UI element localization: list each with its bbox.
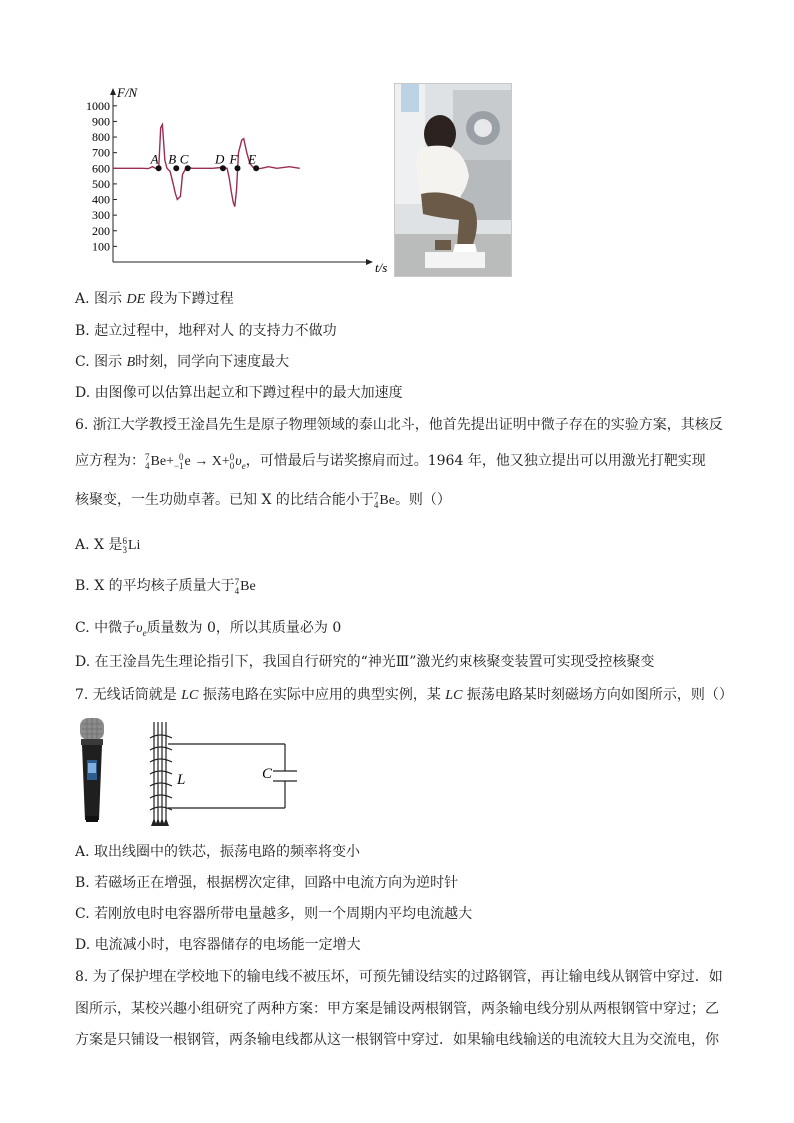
q6-stem-line-3: 核聚变，一生功勋卓著。已知 X 的比结合能小于 7 4 Be。则（） xyxy=(75,490,451,510)
x-axis-arrow xyxy=(366,259,373,265)
q5-option-b: B. 起立过程中，地秤对人 的支持力不做功 xyxy=(75,323,337,339)
y-tick-label: 200 xyxy=(92,223,110,238)
inductor-label: L xyxy=(177,772,186,788)
photo-illustration xyxy=(395,84,511,276)
photo-girl-on-scale xyxy=(394,83,512,277)
graph-y-ticks xyxy=(86,99,117,254)
q7-stem: 7. 无线话筒就是 LC 振荡电路在实际中应用的典型实例，某 LC 振荡电路某时刻磁场方向如图所示，则（） xyxy=(75,687,733,703)
point-label-C: C xyxy=(179,151,189,167)
microphone-image xyxy=(78,716,106,824)
y-tick-label: 600 xyxy=(92,161,110,176)
y-axis-label: F/N xyxy=(117,85,138,100)
y-tick-label: 100 xyxy=(92,239,110,254)
x-axis-label: t/s xyxy=(375,260,388,275)
point-label-E: E xyxy=(248,151,257,167)
q7-option-c: C. 若刚放电时电容器所带电量越多，则一个周期内平均电流越大 xyxy=(75,906,473,922)
point-label-D: D xyxy=(214,151,225,167)
q8-stem-line-1: 8. 为了保护埋在学校地下的输电线不被压坏，可预先铺设结实的过路钢管，再让输电线从钢管中穿过．如 xyxy=(75,969,723,985)
q7-option-b: B. 若磁场正在增强，根据楞次定律，回路中电流方向为逆时针 xyxy=(75,875,459,891)
y-axis-arrow xyxy=(110,88,116,95)
force-curve xyxy=(113,125,300,207)
y-tick-label: 900 xyxy=(92,114,110,129)
y-tick-label: 500 xyxy=(92,176,110,191)
graph-axes xyxy=(110,88,373,265)
q6-option-a: A. X 是 6 3 Li xyxy=(75,535,141,555)
q7-option-a: A. 取出线圈中的铁芯，振荡电路的频率将变小 xyxy=(75,844,361,860)
q8-stem-line-3: 方案是只铺设一根钢管，两条输电线都从这一根钢管中穿过．如果输电线输送的电流较大且为交流电，你 xyxy=(75,1032,719,1048)
q5-option-c: C. 图示 B时刻，同学向下速度最大 xyxy=(75,354,290,370)
q6-stem-line-1: 6. 浙江大学教授王淦昌先生是原子物理领域的泰山北斗，他首先提出证明中微子存在的实验方案，其核反 xyxy=(75,417,723,433)
force-time-graph xyxy=(60,80,390,280)
y-tick-label: 300 xyxy=(92,208,110,223)
point-label-A: A xyxy=(150,151,159,167)
q6-option-c: C. 中微子$\upsilon_e$质量数为 0，所以其质量必为 0 xyxy=(75,620,342,638)
y-tick-label: 1000 xyxy=(86,98,110,113)
y-tick-label: 700 xyxy=(92,145,110,160)
y-tick-label: 800 xyxy=(92,130,110,145)
q8-stem-line-2: 图所示，某校兴趣小组研究了两种方案：甲方案是铺设两根钢管，两条输电线分别从两根钢管中穿过；乙 xyxy=(75,1001,719,1017)
q6-stem-line-2: 应方程为： 7 4 Be+ 0 −1 e → X+ 0 0 $\upsilon_e$，可惜最后与诺奖擦肩而过。1964 年，他又独立提出可以用激光打靶实现 xyxy=(75,451,706,471)
point-label-B: B xyxy=(168,151,177,167)
q6-option-b: B. X 的平均核子质量大于 7 4 Be xyxy=(75,576,256,596)
point-label-F: F xyxy=(229,151,238,167)
y-tick-label: 400 xyxy=(92,192,110,207)
q6-option-d: D. 在王淦昌先生理论指引下，我国自行研究的“神光Ⅲ”激光约束核聚变装置可实现受控核聚变 xyxy=(75,654,655,670)
lc-circuit-diagram xyxy=(140,718,300,830)
q5-option-d: D. 由图像可以估算出起立和下蹲过程中的最大加速度 xyxy=(75,385,403,401)
q5-option-a: A. 图示 DE 段为下蹲过程 xyxy=(75,291,234,307)
nuclear-equation: 7 4 Be+ 0 −1 e → X+ 0 0 $\upsilon_e$ xyxy=(145,451,246,471)
capacitor-label: C xyxy=(262,766,273,782)
q7-option-d: D. 电流减小时，电容器储存的电场能一定增大 xyxy=(75,937,361,953)
